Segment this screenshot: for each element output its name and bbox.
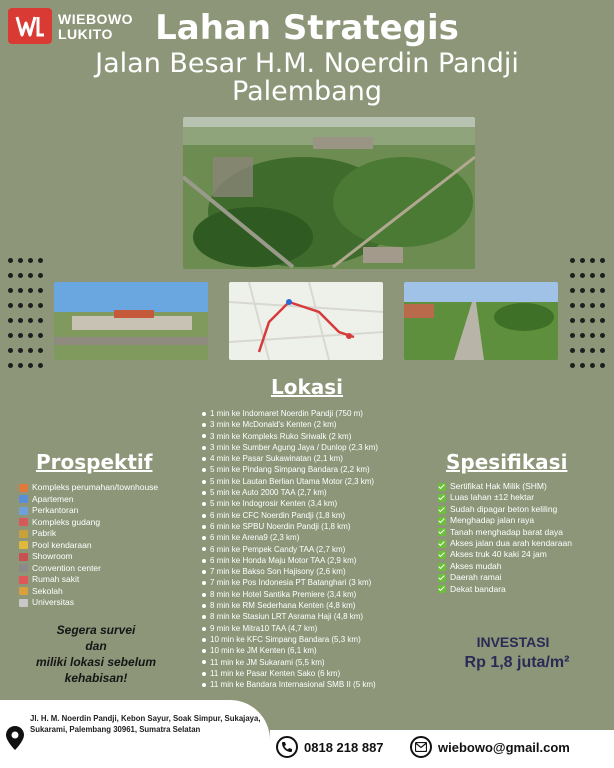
prospektif-item-label: Kompleks perumahan/townhouse bbox=[32, 482, 159, 492]
bullet-icon bbox=[202, 525, 206, 529]
prospektif-item bbox=[19, 563, 158, 575]
lokasi-item-label: 3 min ke Sumber Agung Jaya / Dunlop (2,3 km) bbox=[210, 442, 379, 452]
spesifikasi-item-label: Daerah ramai bbox=[450, 572, 502, 583]
cta-line3: miliki lokasi sebelum bbox=[35, 655, 157, 669]
email-address: wiebowo@gmail.com bbox=[438, 739, 570, 755]
spesifikasi-item bbox=[438, 492, 572, 503]
cta-line2: dan bbox=[85, 639, 107, 653]
lokasi-item-label: 5 min ke Pindang Simpang Bandara (2,2 km) bbox=[210, 465, 370, 475]
bullet-icon bbox=[202, 491, 206, 495]
bullet-icon bbox=[202, 559, 206, 563]
checkmark-icon bbox=[438, 506, 446, 514]
lokasi-item bbox=[202, 645, 442, 656]
prospektif-item bbox=[19, 494, 158, 506]
photo-street-view bbox=[54, 282, 208, 360]
lokasi-item bbox=[202, 679, 442, 690]
school-icon bbox=[19, 587, 28, 595]
university-icon bbox=[19, 599, 28, 607]
bullet-icon bbox=[202, 627, 206, 631]
building-icon bbox=[19, 564, 28, 572]
lokasi-item-label: 9 min ke Mitra10 TAA (4,7 km) bbox=[210, 623, 318, 633]
email-icon bbox=[410, 736, 432, 758]
checkmark-icon bbox=[438, 517, 446, 525]
lokasi-item bbox=[202, 487, 442, 498]
spesifikasi-item-label: Akses jalan dua arah kendaraan bbox=[450, 538, 572, 549]
bullet-icon bbox=[202, 446, 206, 450]
spesifikasi-item bbox=[438, 549, 572, 560]
prospektif-item bbox=[19, 517, 158, 529]
lokasi-item bbox=[202, 498, 442, 509]
bullet-icon bbox=[202, 547, 206, 551]
lokasi-item-label: 7 min ke Bakso Son Hajisony (2,6 km) bbox=[210, 567, 346, 577]
prospektif-item-label: Showroom bbox=[32, 551, 73, 561]
lokasi-item bbox=[202, 611, 442, 622]
lokasi-item-label: 6 min ke SPBU Noerdin Pandji (1,8 km) bbox=[210, 521, 351, 531]
checkmark-icon bbox=[438, 540, 446, 548]
prospektif-heading: Prospektif bbox=[36, 450, 153, 474]
lokasi-item-label: 10 min ke JM Kenten (6,1 km) bbox=[210, 646, 317, 656]
investasi-price: Rp 1,8 juta/m² bbox=[464, 654, 570, 671]
prospektif-item bbox=[19, 586, 158, 598]
lokasi-item bbox=[202, 566, 442, 577]
warehouse-icon bbox=[19, 518, 28, 526]
lokasi-item bbox=[202, 600, 442, 611]
bullet-icon bbox=[202, 604, 206, 608]
lokasi-item bbox=[202, 589, 442, 600]
spesifikasi-item-label: Luas lahan ±12 hektar bbox=[450, 492, 535, 503]
location-map bbox=[229, 282, 383, 360]
page-subtitle-city: Palembang bbox=[232, 76, 382, 107]
spesifikasi-item bbox=[438, 481, 572, 492]
lokasi-item-label: 5 min ke Indogrosir Kenten (3,4 km) bbox=[210, 499, 338, 509]
spesifikasi-list bbox=[438, 481, 572, 595]
prospektif-item-label: Perkantoran bbox=[32, 505, 79, 515]
prospektif-item-label: Kompleks gudang bbox=[32, 516, 101, 527]
checkmark-icon bbox=[438, 483, 446, 491]
bullet-icon bbox=[202, 514, 206, 518]
lokasi-item-label: 8 min ke Stasiun LRT Asrama Haji (4,8 km) bbox=[210, 612, 364, 622]
prospektif-item-label: Pool kendaraan bbox=[32, 539, 92, 550]
bullet-icon bbox=[202, 457, 206, 461]
spesifikasi-item bbox=[438, 538, 572, 549]
address-text: Jl. H. M. Noerdin Pandji, Kebon Sayur, Soak Simpur, Sukajaya, Sukarami, Palembang 30961, Sumatra Selatan bbox=[30, 714, 261, 734]
spesifikasi-item bbox=[438, 572, 572, 583]
cta-line1: Segera survei bbox=[56, 623, 136, 637]
lokasi-item bbox=[202, 555, 442, 566]
prospektif-item bbox=[19, 528, 158, 540]
checkmark-icon bbox=[438, 528, 446, 536]
prospektif-item bbox=[19, 551, 158, 563]
lokasi-item-label: 3 min ke Kompleks Ruko Sriwalk (2 km) bbox=[210, 431, 352, 441]
aerial-photo bbox=[183, 117, 475, 269]
bullet-icon bbox=[202, 434, 206, 438]
prospektif-item-label: Apartemen bbox=[32, 493, 74, 504]
lokasi-item-label: 11 min ke Pasar Kenten Sako (6 km) bbox=[210, 668, 341, 678]
lokasi-item-label: 6 min ke Arena9 (2,3 km) bbox=[210, 533, 300, 543]
lokasi-item bbox=[202, 476, 442, 487]
lokasi-item-label: 3 min ke McDonald's Kenten (2 km) bbox=[210, 420, 337, 430]
prospektif-item-label: Sekolah bbox=[32, 585, 63, 596]
cta-line4: kehabisan! bbox=[64, 671, 128, 685]
bullet-icon bbox=[202, 649, 206, 653]
lokasi-item bbox=[202, 521, 442, 532]
lokasi-item bbox=[202, 657, 442, 668]
lokasi-item-label: 8 min ke Hotel Santika Premiere (3,4 km) bbox=[210, 589, 357, 599]
lokasi-item bbox=[202, 532, 442, 543]
spesifikasi-item-label: Sertifikat Hak Milik (SHM) bbox=[450, 481, 547, 491]
lokasi-item-label: 11 min ke Bandara Internasional SMB II (5 km) bbox=[210, 680, 376, 690]
phone-icon bbox=[276, 736, 298, 758]
spesifikasi-item bbox=[438, 584, 572, 595]
lokasi-item bbox=[202, 577, 442, 588]
bullet-icon bbox=[202, 593, 206, 597]
spesifikasi-item bbox=[438, 504, 572, 515]
prospektif-list bbox=[19, 482, 158, 609]
prospektif-item bbox=[19, 505, 158, 517]
spesifikasi-item bbox=[438, 515, 572, 526]
lokasi-list bbox=[202, 408, 442, 690]
prospektif-item-label: Pabrik bbox=[32, 528, 57, 538]
bullet-icon bbox=[202, 480, 206, 484]
spesifikasi-item-label: Akses mudah bbox=[450, 560, 502, 571]
hospital-icon bbox=[19, 576, 28, 584]
page-title: Lahan Strategis bbox=[155, 8, 459, 48]
bullet-icon bbox=[202, 536, 206, 540]
checkmark-icon bbox=[438, 494, 446, 502]
lokasi-item bbox=[202, 419, 442, 430]
lokasi-item-label: 8 min ke RM Sederhana Kenten (4,8 km) bbox=[210, 601, 356, 611]
lokasi-item bbox=[202, 510, 442, 521]
lokasi-item-label: 1 min ke Indomaret Noerdin Pandji (750 m) bbox=[210, 409, 363, 418]
prospektif-item bbox=[19, 540, 158, 552]
prospektif-item-label: Convention center bbox=[32, 562, 101, 573]
lokasi-item bbox=[202, 408, 442, 419]
lokasi-item-label: 10 min ke KFC Simpang Bandara (5,3 km) bbox=[210, 634, 361, 644]
checkmark-icon bbox=[438, 563, 446, 571]
spesifikasi-item-label: Menghadap jalan raya bbox=[450, 515, 535, 526]
prospektif-item-label: Universitas bbox=[32, 597, 75, 607]
lokasi-item bbox=[202, 668, 442, 679]
brand-name-line2: LUKITO bbox=[58, 26, 113, 42]
bullet-icon bbox=[202, 638, 206, 642]
photo-road bbox=[404, 282, 558, 360]
lokasi-item bbox=[202, 453, 442, 464]
bullet-icon bbox=[202, 423, 206, 427]
lokasi-heading: Lokasi bbox=[270, 375, 344, 399]
bullet-icon bbox=[202, 581, 206, 585]
spesifikasi-item bbox=[438, 527, 572, 538]
bullet-icon bbox=[202, 683, 206, 687]
spesifikasi-heading: Spesifikasi bbox=[446, 450, 568, 474]
lokasi-item-label: 7 min ke Pos Indonesia PT Batanghari (3 km) bbox=[210, 578, 372, 588]
bullet-icon bbox=[202, 660, 206, 664]
checkmark-icon bbox=[438, 585, 446, 593]
lokasi-item-label: 4 min ke Pasar Sukawinatan (2,1 km) bbox=[210, 454, 343, 464]
lokasi-item-label: 6 min ke CFC Noerdin Pandji (1,8 km) bbox=[210, 510, 346, 520]
dot-pattern-right bbox=[570, 258, 606, 378]
spesifikasi-item bbox=[438, 561, 572, 572]
phone-contact[interactable] bbox=[276, 736, 384, 758]
prospektif-item bbox=[19, 482, 158, 494]
lokasi-item-label: 11 min ke JM Sukarami (5,5 km) bbox=[210, 657, 325, 667]
lokasi-item bbox=[202, 464, 442, 475]
lokasi-item bbox=[202, 623, 442, 634]
houses-icon bbox=[19, 484, 28, 492]
showroom-icon bbox=[19, 553, 28, 561]
spesifikasi-item-label: Sudah dipagar beton keliling bbox=[450, 503, 558, 514]
location-pin-icon bbox=[6, 726, 24, 755]
bullet-icon bbox=[202, 412, 206, 416]
lokasi-item bbox=[202, 442, 442, 453]
checkmark-icon bbox=[438, 574, 446, 582]
checkmark-icon bbox=[438, 551, 446, 559]
email-contact[interactable] bbox=[410, 736, 570, 758]
bullet-icon bbox=[202, 615, 206, 619]
bullet-icon bbox=[202, 502, 206, 506]
lokasi-item-label: 5 min ke Auto 2000 TAA (2,7 km) bbox=[210, 488, 327, 498]
lokasi-item-label: 6 min ke Pempek Candy TAA (2,7 km) bbox=[210, 544, 346, 554]
phone-number: 0818 218 887 bbox=[304, 739, 384, 755]
lokasi-item-label: 6 min ke Honda Maju Motor TAA (2,9 km) bbox=[210, 555, 357, 565]
spesifikasi-item-label: Akses truk 40 kaki 24 jam bbox=[450, 549, 547, 560]
bullet-icon bbox=[202, 672, 206, 676]
lokasi-item bbox=[202, 431, 442, 442]
car-icon bbox=[19, 541, 28, 549]
lokasi-item bbox=[202, 544, 442, 555]
call-to-action bbox=[14, 622, 178, 686]
bullet-icon bbox=[202, 468, 206, 472]
prospektif-item-label: Rumah sakit bbox=[32, 574, 80, 584]
brand-name-line1: WIEBOWO bbox=[58, 11, 134, 27]
investasi-label: INVESTASI bbox=[476, 634, 550, 650]
lokasi-item bbox=[202, 634, 442, 645]
spesifikasi-item-label: Dekat bandara bbox=[450, 583, 506, 594]
office-icon bbox=[19, 507, 28, 515]
spesifikasi-item-label: Tanah menghadap barat daya bbox=[450, 526, 563, 537]
bullet-icon bbox=[202, 570, 206, 574]
prospektif-item bbox=[19, 574, 158, 586]
prospektif-item bbox=[19, 597, 158, 609]
lokasi-item-label: 5 min ke Lautan Berlian Utama Motor (2,3 km) bbox=[210, 476, 375, 486]
apartment-icon bbox=[19, 495, 28, 503]
page-subtitle-street: Jalan Besar H.M. Noerdin Pandji bbox=[95, 48, 519, 79]
factory-icon bbox=[19, 530, 28, 538]
dot-pattern-left bbox=[8, 258, 44, 378]
